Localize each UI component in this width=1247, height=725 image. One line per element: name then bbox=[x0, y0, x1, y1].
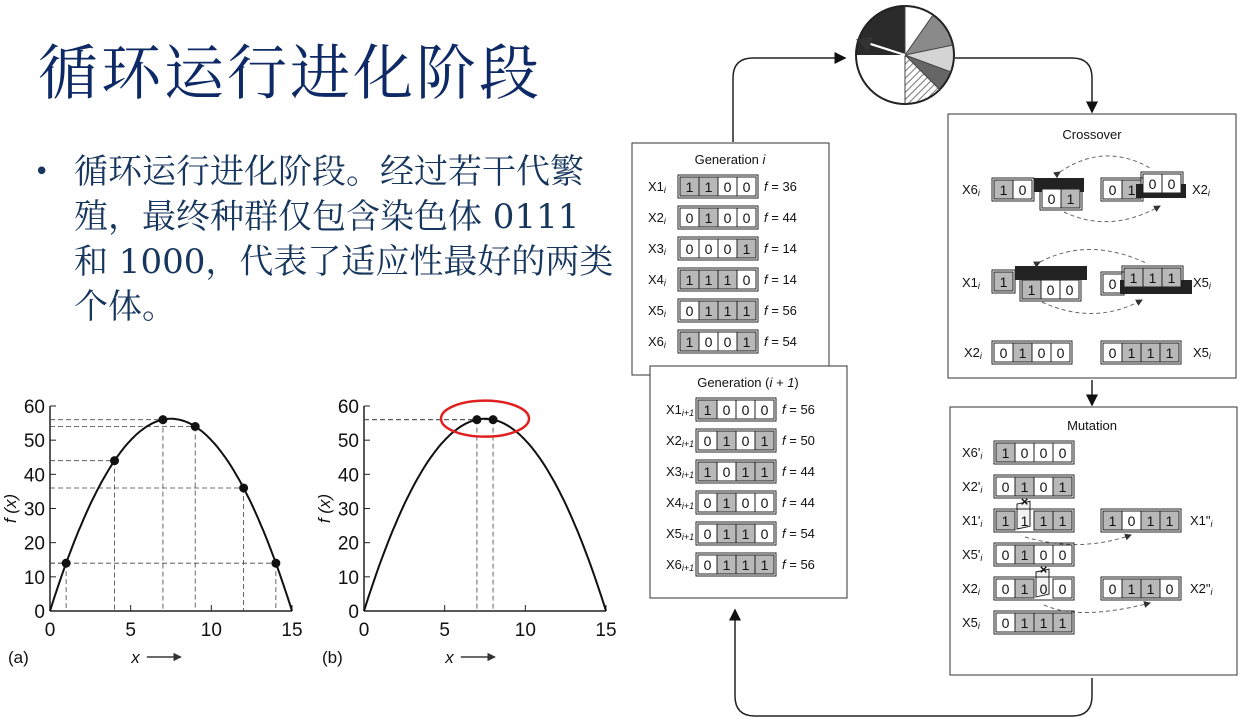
gene-bit: 0 bbox=[1167, 176, 1176, 192]
gene-bit: 1 bbox=[704, 210, 713, 226]
gene-bit: 0 bbox=[1039, 581, 1048, 597]
chromosome-x5-prime bbox=[994, 543, 1074, 566]
gene-bit: 0 bbox=[1046, 282, 1055, 298]
x-axis-label: x bbox=[445, 648, 454, 667]
chromosome-label: X1'i bbox=[962, 513, 983, 529]
gene-bit: 1 bbox=[704, 272, 713, 288]
chromosome-label: X2"i bbox=[1190, 581, 1213, 597]
gene-bit: 1 bbox=[760, 464, 769, 480]
gene-bit: 0 bbox=[704, 241, 713, 257]
gene-bit: 0 bbox=[723, 334, 732, 350]
gene-bit: 1 bbox=[1148, 270, 1157, 286]
x-tick-label: 5 bbox=[439, 620, 450, 641]
gene-bit: 0 bbox=[685, 210, 694, 226]
gene-bit: 1 bbox=[723, 272, 732, 288]
gene-bit: 1 bbox=[741, 526, 750, 542]
gene-bit: 1 bbox=[1165, 513, 1174, 529]
gene-bit: 0 bbox=[760, 495, 769, 511]
chromosome-label: X2i bbox=[1192, 182, 1210, 198]
gene-bit: 0 bbox=[741, 402, 750, 418]
gene-bit: 1 bbox=[722, 433, 731, 449]
gene-bit: 1 bbox=[1018, 345, 1027, 361]
gene-bit: 1 bbox=[742, 241, 751, 257]
y-tick-label: 10 bbox=[23, 567, 45, 589]
gene-bit: 1 bbox=[704, 179, 713, 195]
gene-bit: 0 bbox=[760, 526, 769, 542]
chromosome-x4 bbox=[696, 491, 776, 514]
gene-bit: 0 bbox=[1047, 191, 1056, 207]
gene-bit: 0 bbox=[723, 210, 732, 226]
gene-bit: 0 bbox=[741, 495, 750, 511]
gene-bit: 0 bbox=[741, 433, 750, 449]
y-tick-label: 60 bbox=[337, 397, 359, 418]
chromosome-x6-head bbox=[992, 178, 1034, 201]
gene-bit: 0 bbox=[1108, 581, 1117, 597]
gene-bit: 1 bbox=[723, 303, 732, 319]
gene-bit: 1 bbox=[1001, 513, 1010, 529]
fitness-value: f = 56 bbox=[764, 303, 797, 318]
gene-bit: 0 bbox=[722, 402, 731, 418]
gene-bit: 1 bbox=[1039, 513, 1048, 529]
gene-bit: 0 bbox=[1108, 345, 1117, 361]
gene-bit: 1 bbox=[1001, 445, 1010, 461]
data-point bbox=[239, 484, 248, 493]
gene-bit: 1 bbox=[1027, 282, 1036, 298]
x-tick-label: 15 bbox=[281, 620, 303, 641]
gene-bit: 1 bbox=[760, 557, 769, 573]
gene-bit: 0 bbox=[1127, 513, 1136, 529]
chromosome-label: X5i+1 bbox=[666, 526, 695, 542]
fitness-value: f = 54 bbox=[764, 334, 797, 349]
chromosome-label: X3i bbox=[648, 241, 666, 257]
chromosome-x6 bbox=[678, 330, 758, 353]
chromosome-label: X5i bbox=[1193, 275, 1211, 291]
gene-bit: 0 bbox=[1165, 581, 1174, 597]
y-tick-label: 10 bbox=[337, 567, 359, 589]
data-point bbox=[472, 415, 481, 424]
gene-bit: 1 bbox=[741, 557, 750, 573]
gene-bit: 0 bbox=[1058, 581, 1067, 597]
x-axis-label: x bbox=[131, 648, 140, 667]
gene-bit: 1 bbox=[1127, 182, 1136, 198]
fitness-value: f = 44 bbox=[782, 464, 815, 479]
fitness-value: f = 14 bbox=[764, 241, 797, 256]
y-tick-label: 40 bbox=[23, 465, 45, 487]
chromosome-x3 bbox=[678, 237, 758, 260]
fitness-curve bbox=[364, 419, 606, 611]
chromosome-label: X5i bbox=[648, 303, 666, 319]
fitness-value: f = 50 bbox=[782, 433, 815, 448]
gene-bit: 0 bbox=[1001, 615, 1010, 631]
arrow-wheel-to-crossover bbox=[955, 58, 1092, 112]
y-tick-label: 40 bbox=[337, 465, 359, 487]
gene-bit: 1 bbox=[1020, 581, 1029, 597]
gene-bit: 1 bbox=[1039, 615, 1048, 631]
chromosome-label: X2i+1 bbox=[666, 433, 695, 449]
gene-bit: 0 bbox=[1058, 547, 1067, 563]
fitness-value: f = 56 bbox=[782, 402, 815, 417]
gene-bit: 1 bbox=[1058, 513, 1067, 529]
chromosome-x3 bbox=[696, 460, 776, 483]
gene-bit: 1 bbox=[1146, 581, 1155, 597]
chromosome-label: X4i+1 bbox=[666, 495, 695, 511]
gene-bit: 0 bbox=[723, 241, 732, 257]
chromosome-x1 bbox=[696, 398, 776, 421]
gene-bit: 1 bbox=[742, 303, 751, 319]
roulette-wheel bbox=[856, 6, 954, 104]
chromosome-label: X6i bbox=[962, 182, 980, 198]
gene-bit: 0 bbox=[703, 557, 712, 573]
gene-bit: 0 bbox=[999, 345, 1008, 361]
x-tick-label: 10 bbox=[514, 620, 536, 641]
gene-bit: 0 bbox=[1056, 345, 1065, 361]
chromosome-label: X6'i bbox=[962, 445, 983, 461]
gene-bit: 1 bbox=[685, 334, 694, 350]
chromosome-x1-head bbox=[992, 270, 1015, 293]
chromosome-x5 bbox=[696, 522, 776, 545]
chromosome-label: X5i bbox=[1193, 345, 1211, 361]
gene-bit: 0 bbox=[1108, 276, 1117, 292]
gene-bit: 0 bbox=[685, 241, 694, 257]
chromosome-x1 bbox=[678, 175, 758, 198]
gene-bit: 0 bbox=[1039, 479, 1048, 495]
x-tick-label: 0 bbox=[358, 620, 370, 641]
gene-bit: 0 bbox=[703, 433, 712, 449]
gene-bit: 1 bbox=[1129, 270, 1138, 286]
gene-bit: 1 bbox=[1165, 345, 1174, 361]
generation-i-title: Generation i bbox=[694, 152, 766, 167]
crossover-title: Crossover bbox=[1062, 127, 1122, 142]
chromosome-x4 bbox=[678, 268, 758, 291]
chromosome-x2 bbox=[696, 429, 776, 452]
gene-bit: 1 bbox=[1020, 547, 1029, 563]
panel-label: (a) bbox=[8, 648, 29, 667]
gene-bit: 1 bbox=[704, 303, 713, 319]
mutation-title: Mutation bbox=[1067, 418, 1117, 433]
y-axis-label: f (x) bbox=[315, 493, 334, 524]
gene-bit: 0 bbox=[685, 303, 694, 319]
gene-bit: 1 bbox=[722, 557, 731, 573]
chromosome-x2" bbox=[1101, 577, 1181, 600]
data-point bbox=[191, 422, 200, 431]
chromosome-label: X5'i bbox=[962, 547, 983, 563]
chromosome-x5 bbox=[994, 611, 1074, 634]
gene-bit: 1 bbox=[1108, 513, 1117, 529]
y-tick-label: 20 bbox=[23, 533, 45, 555]
y-tick-label: 20 bbox=[337, 533, 359, 555]
gene-bit: 0 bbox=[723, 179, 732, 195]
y-tick-label: 30 bbox=[337, 499, 359, 521]
gene-bit: 0 bbox=[722, 464, 731, 480]
data-point bbox=[271, 559, 280, 568]
gene-bit: 0 bbox=[704, 334, 713, 350]
y-tick-label: 50 bbox=[23, 431, 45, 453]
gene-bit: 1 bbox=[1058, 479, 1067, 495]
chromosome-x1-tail bbox=[1020, 278, 1081, 301]
panel-label: (b) bbox=[322, 648, 343, 667]
chromosome-x1" bbox=[1101, 509, 1181, 532]
y-tick-label: 60 bbox=[23, 397, 45, 418]
arrow-to-wheel bbox=[733, 58, 845, 142]
gene-bit: 0 bbox=[1018, 182, 1027, 198]
chromosome-label: X2'i bbox=[962, 479, 983, 495]
chromosome-x6-prime bbox=[994, 441, 1074, 464]
gene-bit: 1 bbox=[703, 464, 712, 480]
chromosome-label: X3i+1 bbox=[666, 464, 695, 480]
gene-bit: 1 bbox=[1020, 615, 1029, 631]
chromosome-label: X2i bbox=[962, 581, 980, 597]
chromosome-label: X1"i bbox=[1190, 513, 1213, 529]
gene-bit: 0 bbox=[760, 402, 769, 418]
gene-bit: 0 bbox=[1020, 445, 1029, 461]
data-point bbox=[62, 559, 71, 568]
fitness-curve bbox=[50, 419, 292, 611]
chromosome-x5-tail bbox=[1122, 266, 1183, 289]
gene-bit: 0 bbox=[1065, 282, 1074, 298]
chromosome-label: X6i+1 bbox=[666, 557, 695, 573]
x-tick-label: 5 bbox=[125, 620, 136, 641]
y-axis-label: f (x) bbox=[1, 493, 20, 524]
gene-bit: 1 bbox=[722, 495, 731, 511]
gene-bit: 0 bbox=[703, 526, 712, 542]
gene-bit: 0 bbox=[1058, 445, 1067, 461]
chromosome-label: X1i bbox=[962, 275, 980, 291]
data-point bbox=[489, 415, 498, 424]
gene-bit: 0 bbox=[1039, 547, 1048, 563]
gene-bit: 1 bbox=[999, 274, 1008, 290]
data-point bbox=[158, 415, 167, 424]
gene-bit: 1 bbox=[722, 526, 731, 542]
gene-bit: 1 bbox=[685, 272, 694, 288]
mutation-mark: × bbox=[1020, 494, 1029, 509]
gene-bit: 1 bbox=[999, 182, 1008, 198]
chromosome-x2-unchanged bbox=[992, 341, 1072, 364]
data-point bbox=[110, 456, 119, 465]
gene-bit: 0 bbox=[742, 272, 751, 288]
gene-bit: 0 bbox=[1039, 445, 1048, 461]
crossover-panel bbox=[948, 114, 1236, 378]
gene-bit: 1 bbox=[741, 464, 750, 480]
gene-bit: 1 bbox=[1127, 581, 1136, 597]
gene-bit: 1 bbox=[1066, 191, 1075, 207]
x-tick-label: 15 bbox=[595, 620, 617, 641]
gene-bit: 1 bbox=[703, 402, 712, 418]
y-tick-label: 30 bbox=[23, 499, 45, 521]
gene-bit: 1 bbox=[685, 179, 694, 195]
chromosome-label: X2i bbox=[964, 345, 982, 361]
chromosome-label: X4i bbox=[648, 272, 666, 288]
chart-a bbox=[1, 397, 303, 667]
chromosome-x2-tail bbox=[1141, 172, 1183, 195]
fitness-value: f = 36 bbox=[764, 179, 797, 194]
gene-bit: 1 bbox=[1146, 513, 1155, 529]
chart-b bbox=[315, 397, 617, 667]
gene-bit: 0 bbox=[742, 179, 751, 195]
slide-title: 循环运行进化阶段 bbox=[38, 39, 542, 109]
chromosome-x2 bbox=[678, 206, 758, 229]
fitness-value: f = 44 bbox=[782, 495, 815, 510]
gene-bit: 0 bbox=[1108, 182, 1117, 198]
mutation-mark: × bbox=[1039, 562, 1048, 577]
chromosome-x2-prime bbox=[994, 475, 1074, 498]
gene-bit: 0 bbox=[1037, 345, 1046, 361]
y-tick-label: 0 bbox=[348, 602, 359, 623]
gene-bit: 0 bbox=[703, 495, 712, 511]
y-tick-label: 50 bbox=[337, 431, 359, 453]
gene-bit: 1 bbox=[1020, 479, 1029, 495]
mutation-panel bbox=[950, 407, 1237, 675]
x-tick-label: 0 bbox=[44, 620, 56, 641]
fitness-value: f = 56 bbox=[782, 557, 815, 572]
gene-bit: 1 bbox=[1020, 513, 1029, 529]
chromosome-x5-unchanged bbox=[1101, 341, 1181, 364]
gene-bit: 1 bbox=[1058, 615, 1067, 631]
chromosome-x5 bbox=[678, 299, 758, 322]
gene-bit: 1 bbox=[1127, 345, 1136, 361]
fitness-value: f = 44 bbox=[764, 210, 797, 225]
generation-i1-title: Generation (i + 1) bbox=[697, 375, 799, 390]
fitness-value: f = 54 bbox=[782, 526, 815, 541]
gene-bit: 0 bbox=[1001, 581, 1010, 597]
chromosome-label: X2i bbox=[648, 210, 666, 226]
chromosome-x6 bbox=[696, 553, 776, 576]
chromosome-label: X1i bbox=[648, 179, 666, 195]
chromosome-x6-tail bbox=[1040, 187, 1082, 210]
gene-bit: 1 bbox=[760, 433, 769, 449]
bullet-text: 循环运行进化阶段。经过若干代繁殖，最终种群仅包含染色体 0111 和 1000，代表了适应性最好的两类个体。 bbox=[74, 152, 614, 327]
chromosome-label: X1i+1 bbox=[666, 402, 695, 418]
chromosome-label: X5i bbox=[962, 615, 980, 631]
fitness-value: f = 14 bbox=[764, 272, 797, 287]
y-tick-label: 0 bbox=[34, 602, 45, 623]
gene-bit: 1 bbox=[742, 334, 751, 350]
gene-bit: 1 bbox=[1167, 270, 1176, 286]
bullet-dot: • bbox=[34, 157, 50, 187]
gene-bit: 0 bbox=[1001, 479, 1010, 495]
gene-bit: 0 bbox=[1148, 176, 1157, 192]
gene-bit: 1 bbox=[1146, 345, 1155, 361]
gene-bit: 0 bbox=[1001, 547, 1010, 563]
gene-bit: 0 bbox=[742, 210, 751, 226]
x-tick-label: 10 bbox=[200, 620, 222, 641]
chromosome-label: X6i bbox=[648, 334, 666, 350]
